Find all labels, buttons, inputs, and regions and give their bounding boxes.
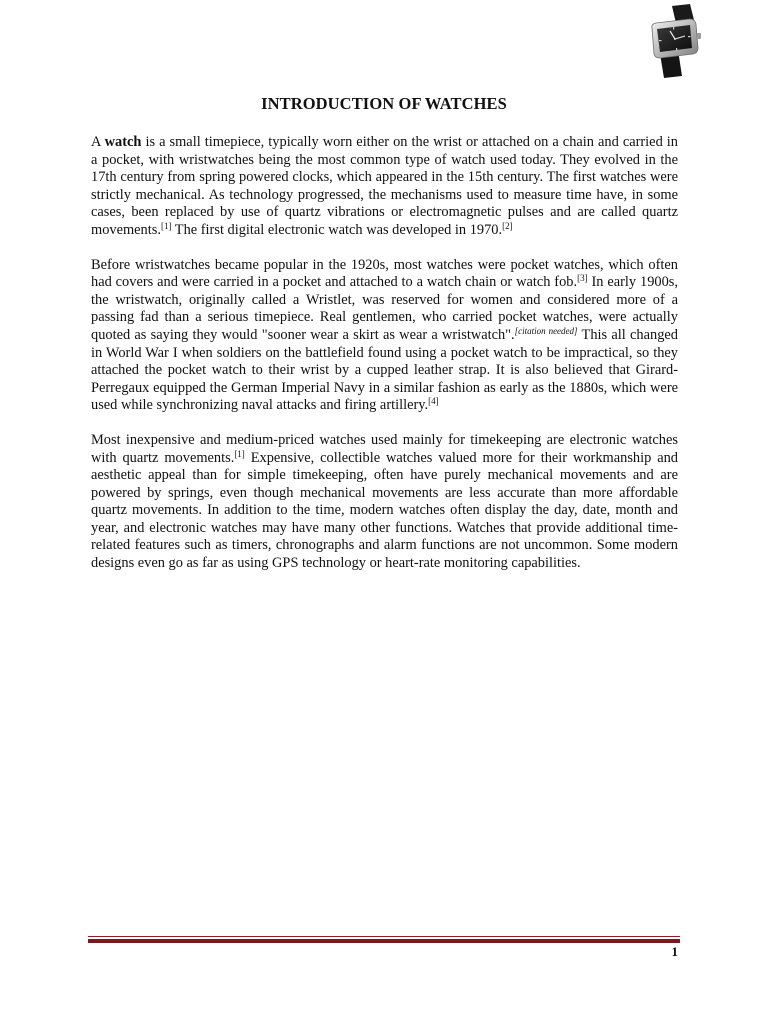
wristwatch-icon — [638, 4, 702, 78]
text-run: This all changed in World War I when soldiers on the battlefield found using a pocket watch to be impractical, so they attached the pocket watch to their wrist by a cupped leather strap. It is also believed that Girard-Perregaux equipped the German Imperial Navy in a similar fashion as early as the 1880s, which were used while synchronizing naval attacks and firing artillery. — [91, 326, 678, 414]
paragraph — [91, 134, 678, 240]
text-run: Most inexpensive and medium-priced watches used mainly for timekeeping are electronic watches with quartz movements. — [91, 431, 678, 466]
citation-marker: [3] — [577, 273, 588, 284]
text-run: Expensive, collectible watches valued more for their workmanship and aesthetic appeal than for simple timekeeping, often have purely mechanical movements and are powered by springs, even though mechanical movements are less accurate than more affordable quartz movements. In addition to the time, modern watches often display the day, date, month and year, and electronic watches may have many other functions. Watches that provide additional time-related features such as timers, chronographs and alarm functions are not uncommon. Some modern designs even go as far as using GPS technology or heart-rate monitoring capabilities. — [91, 449, 678, 572]
citation-marker: [1] — [160, 220, 172, 231]
citation-marker: [4] — [428, 396, 439, 407]
citation-marker: [1] — [234, 448, 245, 459]
text-run: A — [91, 134, 105, 150]
text-run: is a small timepiece, typically worn either on the wrist or attached on a chain and carried in a pocket, with wristwatches being the most common type of watch used today. They evolved in the 17th century from spring powered clocks, which appeared in the 15th century. The first watches were strictly mechanical. As technology progressed, the mechanisms used to measure time have, in some cases, been replaced by use of quartz vibrations or electromagnetic pulses and are called quartz movements. — [91, 134, 678, 238]
citation-marker: [2] — [502, 220, 513, 231]
footer-rule — [88, 939, 680, 943]
page-number: 1 — [671, 944, 678, 959]
citation-needed-text: [citation needed] — [514, 325, 578, 336]
paragraph — [91, 432, 678, 573]
paragraph — [91, 257, 678, 415]
text-run: Before wristwatches became popular in the 1920s, most watches were pocket watches, which often had covers and were carried in a pocket and attached to a watch chain or watch fob. — [91, 256, 678, 291]
bold-term: watch — [104, 134, 142, 150]
text-run: In early 1900s, the wristwatch, originally called a Wristlet, was reserved for women and considered more of a passing fad than a serious timepiece. Real gentlemen, who carried pocket watches, were actually quoted as saying they would "sooner wear a skirt as wear a wristwatch". — [91, 274, 678, 343]
text-run: The first digital electronic watch was developed in 1970. — [171, 221, 503, 238]
citation-needed-marker — [515, 326, 578, 336]
footer-rule — [88, 936, 680, 937]
page-title: INTRODUCTION OF WATCHES — [261, 94, 507, 113]
body-text — [91, 134, 678, 590]
